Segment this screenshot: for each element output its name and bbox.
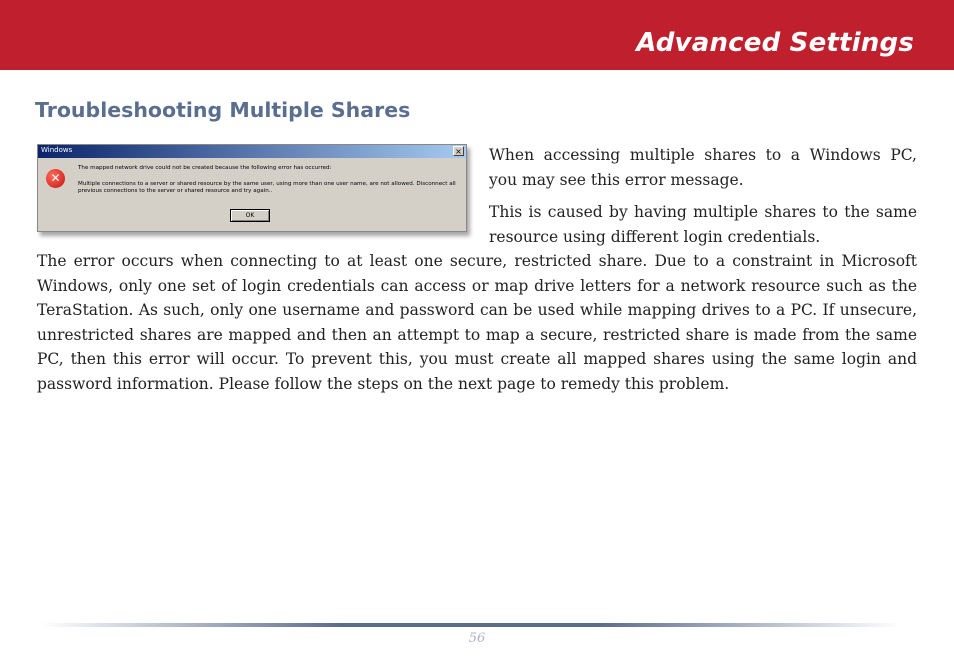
body-paragraph-3: The error occurs when connecting to at least one secure, restricted share. Due to a constraint in Microsoft Windows, only one set of login credentials can access or map drive letters for a network resource such as the TeraStation. As such, only one username and password can be used while mapping drives to a PC. If unsecure, unrestricted shares are mapped and then an attempt to map a secure, restricted share is made from the same PC, then this error will occur. To prevent this, you must create all mapped shares using the same login and password information. Please follow the steps on the next page to remedy this problem.	[37, 252, 917, 393]
dialog-message-line2: Multiple connections to a server or shared resource by the same user, using more than one user name, are not allowed. Disconnect all previous connections to the server or shared resource and try again..	[78, 181, 456, 194]
footer-divider	[40, 623, 900, 627]
dialog-titlebar	[38, 145, 466, 158]
page-header-title: Advanced Settings	[636, 28, 914, 58]
dialog-message-line1: The mapped network drive could not be created because the following error has occurred:	[78, 165, 332, 171]
page-number: 56	[468, 631, 486, 646]
error-dialog-screenshot	[37, 144, 467, 232]
section-title: Troubleshooting Multiple Shares	[35, 98, 411, 122]
body-paragraph-1: When accessing multiple shares to a Windows PC, you may see this error message.	[489, 146, 917, 189]
close-icon: ×	[453, 146, 464, 156]
error-icon: ✕	[46, 169, 65, 188]
header-banner	[0, 0, 954, 70]
body-paragraph-2: This is caused by having multiple shares to the same resource using different login credentials.	[489, 203, 917, 246]
dialog-ok-button: OK	[230, 209, 270, 222]
dialog-title: Windows	[41, 146, 73, 154]
